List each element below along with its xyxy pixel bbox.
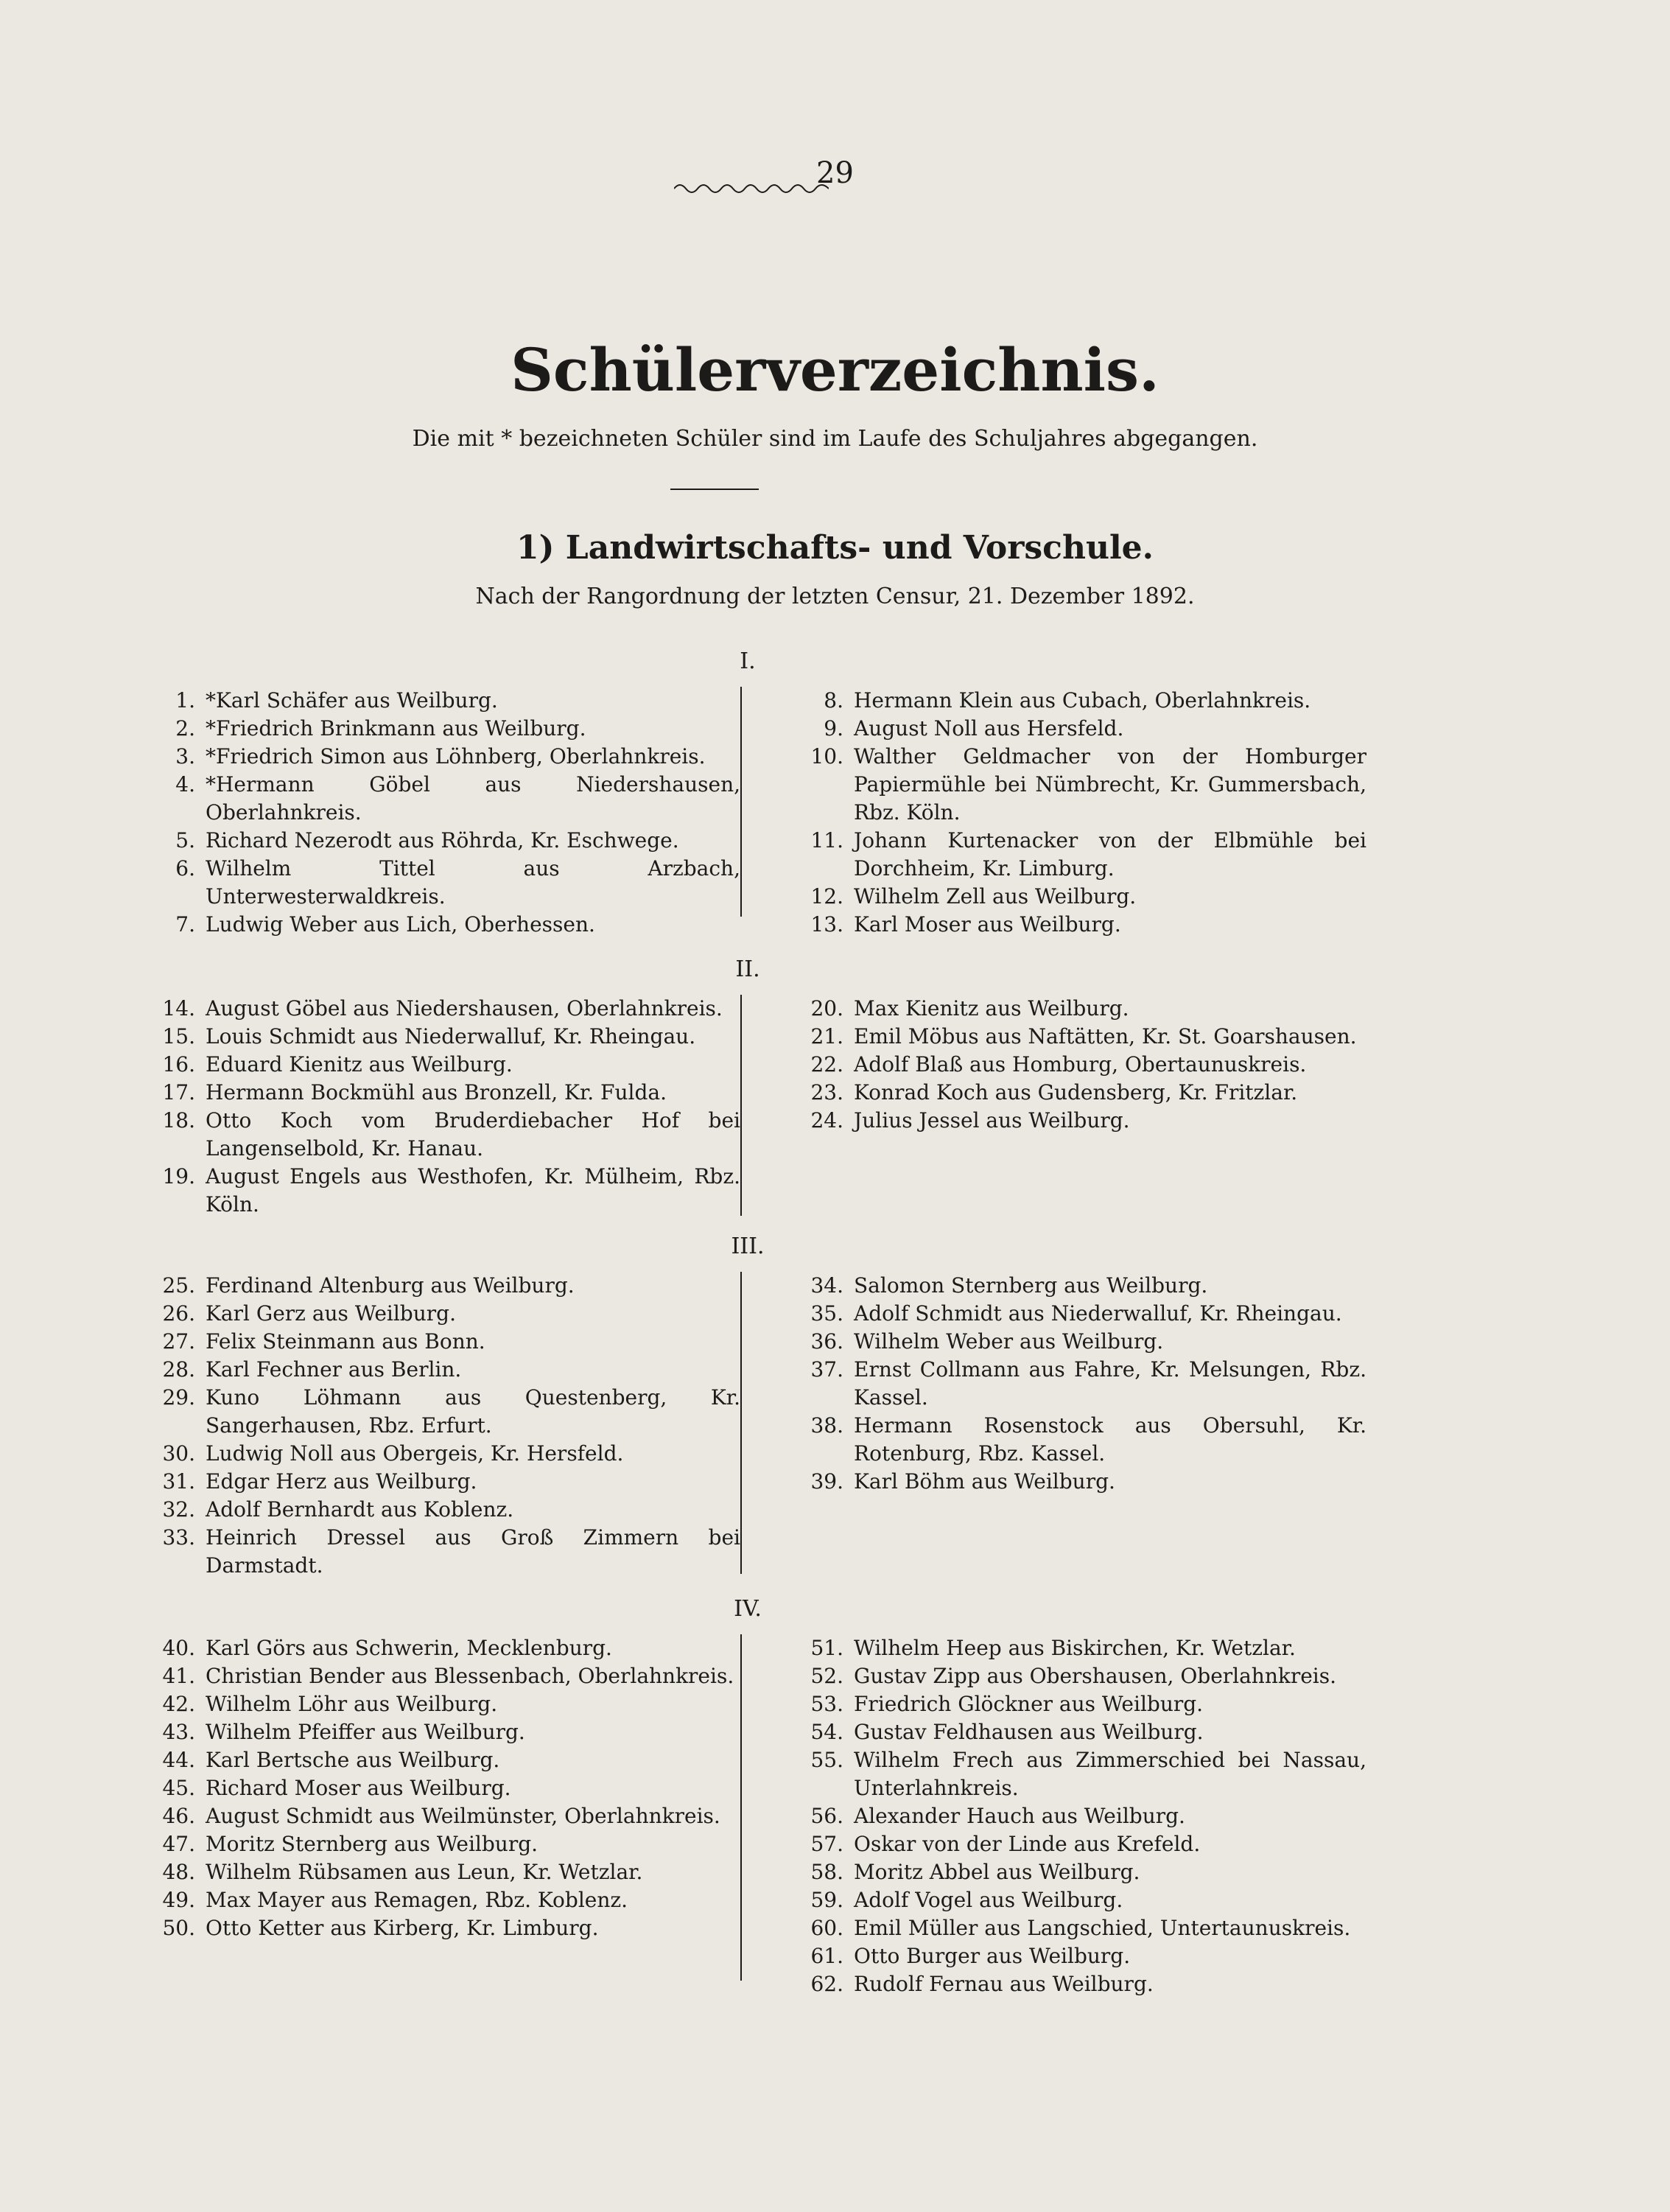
student-entry: 32. Adolf Bernhardt aus Koblenz.: [162, 1497, 514, 1522]
student-entry: 48. Wilhelm Rübsamen aus Leun, Kr. Wetzlar.: [162, 1860, 643, 1884]
column-separator: [740, 1634, 742, 1981]
student-entry: 31. Edgar Herz aus Weilburg.: [162, 1469, 477, 1494]
student-entry: 50. Otto Ketter aus Kirberg, Kr. Limburg.: [162, 1916, 599, 1940]
student-entry: 19. August Engels aus Westhofen, Kr. Mülheim, Rbz. Köln.: [162, 1164, 740, 1217]
group-2: [129, 956, 1366, 1222]
student-entry: 25. Ferdinand Altenburg aus Weilburg.: [162, 1273, 575, 1298]
ranking-note: Nach der Rangordnung der letzten Censur, 21. Dezember 1892.: [475, 584, 1195, 609]
student-entry: 57. Oskar von der Linde aus Krefeld.: [810, 1832, 1201, 1856]
group-label: II.: [735, 956, 760, 982]
student-entry: 40. Karl Görs aus Schwerin, Mecklenburg.: [162, 1636, 612, 1660]
student-entry: 45. Richard Moser aus Weilburg.: [162, 1776, 511, 1800]
group-1: [129, 648, 1366, 937]
student-entry: 60. Emil Müller aus Langschied, Untertaunuskreis.: [810, 1916, 1351, 1940]
student-entry: 58. Moritz Abbel aus Weilburg.: [810, 1860, 1140, 1884]
student-entry: 3. *Friedrich Simon aus Löhnberg, Oberlahnkreis.: [175, 744, 706, 769]
student-entry: 5. Richard Nezerodt aus Röhrda, Kr. Eschwege.: [175, 828, 679, 853]
student-entry: 33. Heinrich Dressel aus Groß Zimmern bei Darmstadt.: [162, 1525, 740, 1578]
student-entry: 54. Gustav Feldhausen aus Weilburg.: [810, 1720, 1204, 1744]
group-3: [129, 1233, 1366, 1580]
student-entry: 4. *Hermann Göbel aus Niedershausen, Oberlahnkreis.: [175, 772, 740, 825]
student-entry: 7. Ludwig Weber aus Lich, Oberhessen.: [175, 912, 595, 937]
student-entry: 22. Adolf Blaß aus Homburg, Obertaunuskreis.: [810, 1052, 1307, 1077]
ornamental-rule: [674, 180, 829, 197]
student-entry: 30. Ludwig Noll aus Obergeis, Kr. Hersfeld.: [162, 1441, 624, 1466]
main-title: Schülerverzeichnis.: [511, 335, 1159, 405]
student-entry: 2. *Friedrich Brinkmann aus Weilburg.: [175, 716, 586, 741]
column-separator: [740, 1272, 742, 1574]
student-entry: 9. August Noll aus Hersfeld.: [824, 716, 1124, 741]
student-entry: 17. Hermann Bockmühl aus Bronzell, Kr. Fulda.: [162, 1080, 667, 1105]
student-entry: 27. Felix Steinmann aus Bonn.: [162, 1329, 485, 1354]
section-title: 1) Landwirtschafts- und Vorschule.: [516, 529, 1154, 567]
student-entry: 52. Gustav Zipp aus Obershausen, Oberlahnkreis.: [810, 1664, 1337, 1688]
group-4: [129, 1596, 1366, 1996]
student-entry: 36. Wilhelm Weber aus Weilburg.: [810, 1329, 1164, 1354]
student-entry: 42. Wilhelm Löhr aus Weilburg.: [162, 1692, 498, 1716]
student-entry: 18. Otto Koch vom Bruderdiebacher Hof bei Langenselbold, Kr. Hanau.: [162, 1108, 740, 1161]
student-entry: 1. *Karl Schäfer aus Weilburg.: [175, 688, 498, 713]
student-entry: 56. Alexander Hauch aus Weilburg.: [810, 1804, 1185, 1828]
student-entry: 41. Christian Bender aus Blessenbach, Oberlahnkreis.: [162, 1664, 734, 1688]
student-entry: 24. Julius Jessel aus Weilburg.: [810, 1108, 1130, 1133]
student-entry: 34. Salomon Sternberg aus Weilburg.: [810, 1273, 1208, 1298]
abgang-note: Die mit * bezeichneten Schüler sind im Laufe des Schuljahres abgegangen.: [412, 426, 1258, 452]
student-entry: 46. August Schmidt aus Weilmünster, Oberlahnkreis.: [162, 1804, 720, 1828]
divider-rule: [670, 489, 759, 490]
student-entry: 26. Karl Gerz aus Weilburg.: [162, 1301, 456, 1326]
page-number: 29: [816, 156, 854, 190]
group-label: III.: [731, 1233, 765, 1259]
student-entry: 37. Ernst Collmann aus Fahre, Kr. Melsungen, Rbz. Kassel.: [810, 1357, 1366, 1410]
student-entry: 8. Hermann Klein aus Cubach, Oberlahnkreis.: [824, 688, 1311, 713]
student-entry: 16. Eduard Kienitz aus Weilburg.: [162, 1052, 513, 1077]
student-entry: 15. Louis Schmidt aus Niederwalluf, Kr. Rheingau.: [162, 1024, 696, 1049]
student-entry: 47. Moritz Sternberg aus Weilburg.: [162, 1832, 538, 1856]
student-entry: 38. Hermann Rosenstock aus Obersuhl, Kr. Rotenburg, Rbz. Kassel.: [810, 1413, 1366, 1466]
student-entry: 14. August Göbel aus Niedershausen, Oberlahnkreis.: [162, 996, 723, 1021]
student-entry: 35. Adolf Schmidt aus Niederwalluf, Kr. Rheingau.: [810, 1301, 1342, 1326]
student-entry: 6. Wilhelm Tittel aus Arzbach, Unterwesterwaldkreis.: [175, 856, 740, 909]
student-entry: 39. Karl Böhm aus Weilburg.: [810, 1469, 1115, 1494]
student-entry: 10. Walther Geldmacher von der Homburger Papiermühle bei Nümbrecht, Kr. Gummersbach, Rbz. Köln.: [810, 744, 1366, 825]
student-entry: 20. Max Kienitz aus Weilburg.: [810, 996, 1129, 1021]
student-entry: 55. Wilhelm Frech aus Zimmerschied bei Nassau, Unterlahnkreis.: [810, 1748, 1366, 1800]
column-separator: [740, 687, 742, 917]
group-label: IV.: [734, 1596, 762, 1622]
column-separator: [740, 995, 742, 1216]
student-entry: 49. Max Mayer aus Remagen, Rbz. Koblenz.: [162, 1888, 628, 1912]
student-entry: 44. Karl Bertsche aus Weilburg.: [162, 1748, 500, 1772]
student-entry: 53. Friedrich Glöckner aus Weilburg.: [810, 1692, 1204, 1716]
group-label: I.: [740, 648, 756, 674]
student-entry: 61. Otto Burger aus Weilburg.: [810, 1944, 1131, 1968]
student-entry: 62. Rudolf Fernau aus Weilburg.: [810, 1972, 1154, 1996]
student-entry: 13. Karl Moser aus Weilburg.: [810, 912, 1121, 937]
student-entry: 12. Wilhelm Zell aus Weilburg.: [810, 884, 1137, 909]
student-entry: 59. Adolf Vogel aus Weilburg.: [810, 1888, 1123, 1912]
student-entry: 28. Karl Fechner aus Berlin.: [162, 1357, 462, 1382]
student-entry: 11. Johann Kurtenacker von der Elbmühle bei Dorchheim, Kr. Limburg.: [810, 828, 1366, 881]
student-entry: 23. Konrad Koch aus Gudensberg, Kr. Fritzlar.: [810, 1080, 1298, 1105]
student-entry: 51. Wilhelm Heep aus Biskirchen, Kr. Wetzlar.: [810, 1636, 1296, 1660]
student-entry: 29. Kuno Löhmann aus Questenberg, Kr. Sangerhausen, Rbz. Erfurt.: [162, 1385, 740, 1438]
student-entry: 43. Wilhelm Pfeiffer aus Weilburg.: [162, 1720, 525, 1744]
student-entry: 21. Emil Möbus aus Naftätten, Kr. St. Goarshausen.: [810, 1024, 1357, 1049]
